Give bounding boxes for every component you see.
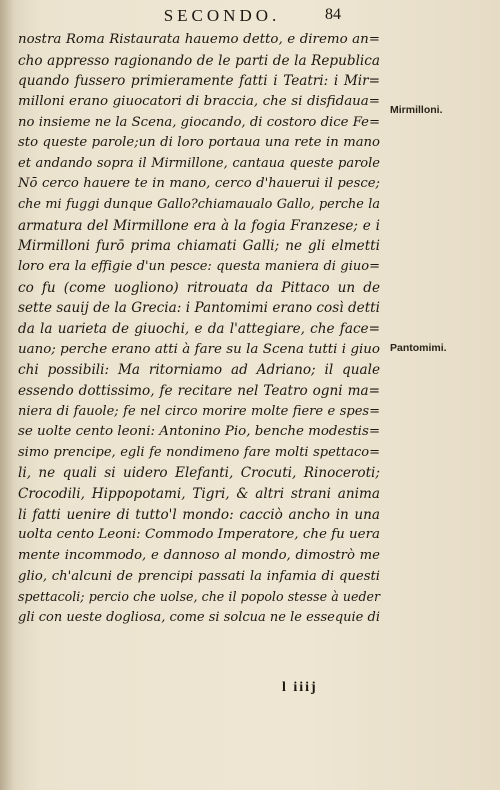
text-line: mente incommodo, e dannoso al mondo, dimostrò me [18, 548, 380, 564]
signature-mark: l iiij [282, 680, 318, 695]
text-line: uano; perche erano atti à fare su la Scena tutti i giuo [18, 341, 380, 357]
text-line: et andando sopra il Mirmillone, cantaua queste parole [18, 155, 380, 171]
text-line: niera di fauole; fe nel circo morire molte fiere e spes= [18, 403, 380, 419]
marginal-note-mirmilloni: Mirmilloni. [390, 104, 443, 116]
text-line: loro era la effigie d'un pesce: questa maniera di giuo= [18, 259, 380, 275]
running-head: SECONDO. [163, 6, 281, 25]
text-line: che mi fuggi dunque Gallo?chiamaualo Gallo, perche la [18, 197, 380, 213]
text-line: Mirmilloni furō prima chiamati Galli; ne gli elmetti [18, 238, 380, 255]
text-line: sette sauij de la Grecia: i Pantomimi erano così detti [18, 300, 380, 317]
marginal-note-pantomimi: Pantomimi. [390, 342, 447, 354]
text-line: co fu (come uogliono) ritrouata da Pittaco un de [18, 279, 380, 296]
text-line: cho appresso ragionando de le parti de la Republica [18, 52, 380, 69]
text-line: milloni erano giuocatori di braccia, che si disfidaua= [18, 93, 380, 109]
body-text [18, 30, 380, 629]
text-line: li fatti uenire di tutto'l mondo: cacciò ancho in una [18, 506, 380, 523]
text-line: glio, ch'alcuni de prencipi passati la infamia di questi [18, 568, 380, 584]
text-line: uolta cento Leoni: Commodo Imperatore, che fu uera [18, 527, 380, 543]
text-line: chi possibili: Ma ritorniamo ad Adriano; il quale [18, 362, 380, 379]
text-line: Nō cerco hauere te in mano, cerco d'hauerui il pesce; [18, 176, 380, 192]
text-line: no insieme ne la Scena, giocando, di costoro dice Fe= [18, 114, 380, 130]
text-line: sto queste parole;un di loro portaua una rete in mano [18, 135, 380, 151]
text-line: simo prencipe, egli fe nondimeno fare molti spettaco= [18, 444, 380, 460]
text-line: armatura del Mirmillone era à la fogia Franzese; e i [18, 217, 380, 234]
text-line: se uolte cento leoni: Antonino Pio, benche modestis= [18, 424, 381, 440]
text-line: quando fussero primieramente fatti i Teatri: i Mir= [18, 73, 380, 90]
text-line: essendo dottissimo, fe recitare nel Teatro ogni ma= [18, 382, 380, 399]
text-line: nostra Roma Ristaurata hauemo detto, e diremo an= [18, 32, 380, 47]
text-line: Crocodili, Hippopotami, Tigri, & altri strani anima [18, 486, 380, 503]
text-line: gli con ueste dogliosa, come si solcua ne le essequie di [18, 609, 380, 625]
text-line: li, ne quali si uidero Elefanti, Crocuti, Rinoceroti; [18, 465, 380, 482]
text-line: spettacoli; percio che uolse, che il popolo stesse à ueder [18, 589, 380, 605]
gutter-shadow [0, 0, 14, 790]
text-line: da la uarieta de giuochi, e da l'attegiare, che face= [18, 320, 380, 337]
page-number: 84 [325, 6, 341, 23]
